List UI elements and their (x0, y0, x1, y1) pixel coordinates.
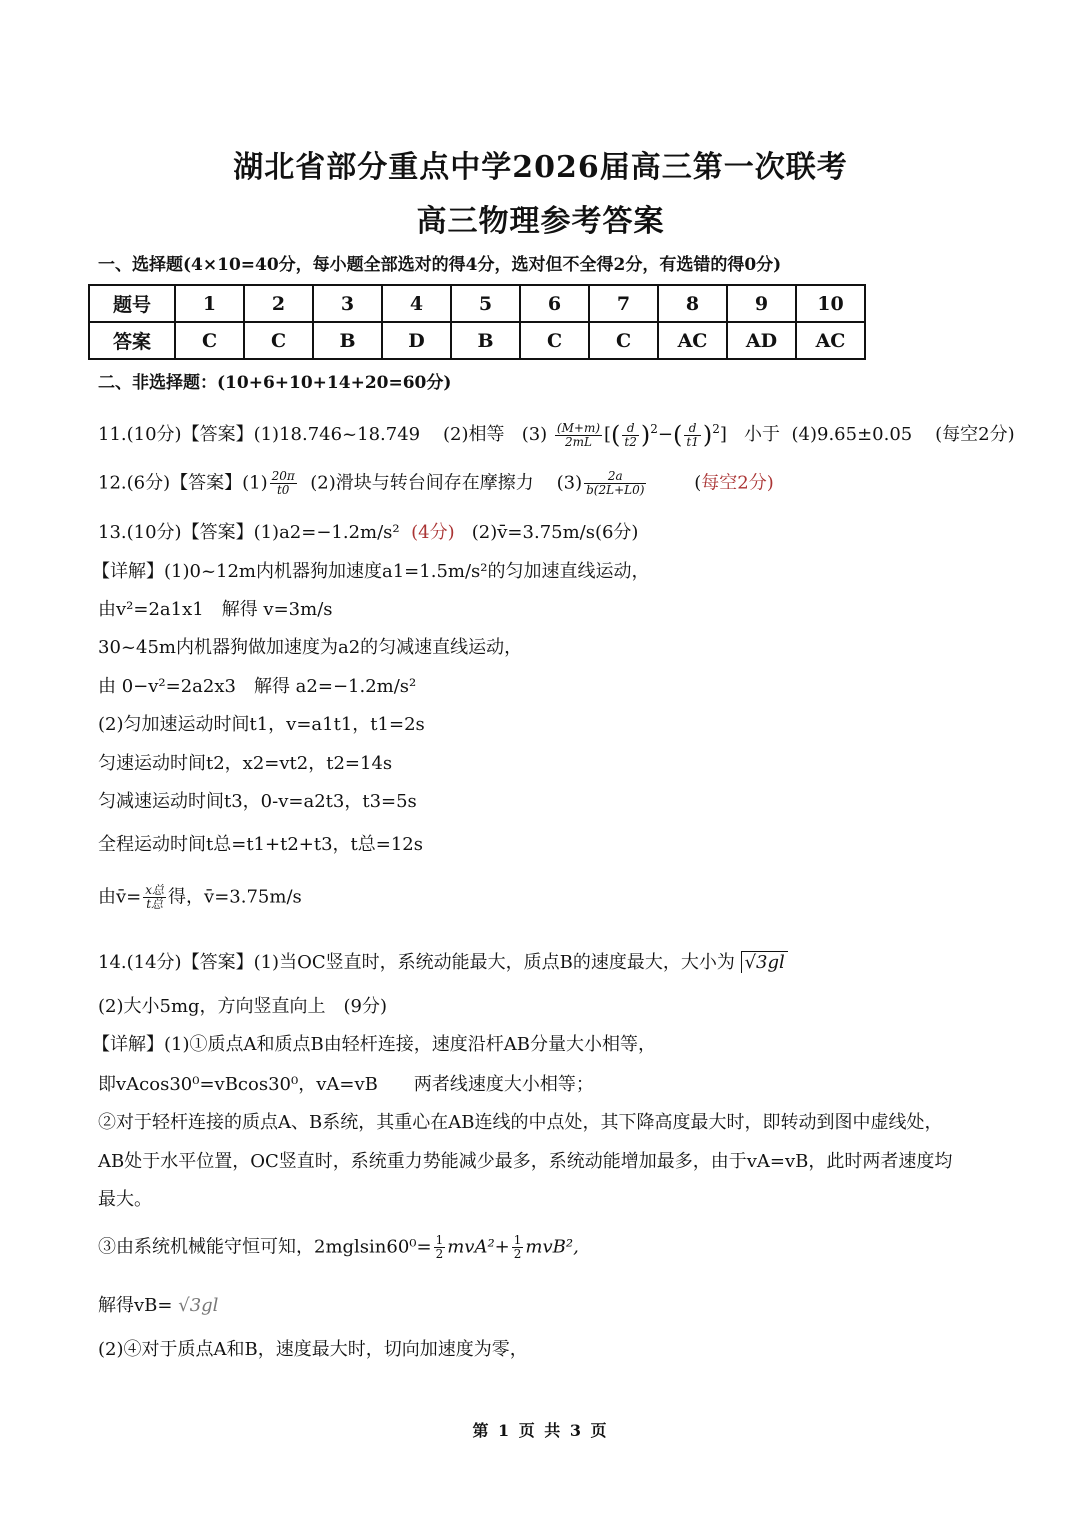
q14-detail-7-start: 解得vB= (98, 1295, 173, 1316)
table-row-numbers (89, 285, 865, 322)
q11-answer: 11.(10分)【答案】(1)18.746~18.749 (2)相等 (3) $\frac{(M+m)}{2mL}$ [( $\frac{d}{t2}$ )$^2$−( $\frac{d}{t1}$ )$^2$] 小于 (4)9.65±0.05 (每空2分) (98, 420, 1015, 449)
table-cell: 3 (313, 285, 382, 322)
table-cell: C (244, 322, 313, 359)
table-cell: D (382, 322, 451, 359)
q13-detail-2: 由v²=2a1x1 解得 v=3m/s (98, 599, 333, 620)
table-cell: 4 (382, 285, 451, 322)
q13-detail-9 (98, 884, 302, 911)
table-cell: C (589, 322, 658, 359)
q11-less-than: 小于 (744, 424, 781, 445)
table-cell: 9 (727, 285, 796, 322)
page-number: 第 1 页 共 3 页 (472, 1421, 609, 1440)
row-label-number: 题号 (89, 285, 175, 322)
q11-part1: (1)18.746~18.749 (253, 424, 421, 445)
q14-detail-8: (2)④对于质点A和B，速度最大时，切向加速度为零， (98, 1339, 528, 1360)
q11-part3-label: (3) (521, 424, 548, 445)
q14-detail-4: AB处于水平位置，OC竖直时，系统重力势能减少最多，系统动能增加最多，由于vA=vB，此时两者速度均 (98, 1151, 953, 1172)
q13-detail-5: (2)匀加速运动时间t1，v=a1t1，t1=2s (98, 714, 425, 735)
q13-answer (98, 520, 638, 546)
q12-score-note: 每空2分) (701, 472, 774, 494)
q13-detail-1: 【详解】(1)0~12m内机器狗加速度a1=1.5m/s²的匀加速直线运动， (92, 561, 650, 582)
q13-detail-9-start: 由v̄= (98, 886, 142, 908)
q14-detail-6-start: ③由系统机械能守恒可知，2mglsin60⁰= (98, 1236, 432, 1258)
q13-head: 13.(10分)【答案】 (98, 522, 254, 543)
q13-average-fraction: $\frac{\text{x总}}{\text{t总}}$ (145, 883, 165, 911)
q14-answer (98, 950, 788, 976)
table-cell: AC (796, 322, 865, 359)
q12-part1-label: (1) (242, 472, 268, 494)
q13-part1: (1)a2=−1.2m/s² (253, 522, 400, 543)
q13-detail-3: 30~45m内机器狗做加速度为a2的匀减速直线运动， (98, 637, 523, 658)
q14-detail-6 (98, 1234, 579, 1261)
q13-detail-7: 匀减速运动时间t3，0-v=a2t3，t3=5s (98, 791, 417, 812)
q12-head: 12.(6分)【答案】 (98, 472, 243, 494)
q14-head: 14.(14分)【答案】 (98, 952, 254, 973)
q12-answer (98, 470, 774, 497)
q12-note-open: ( (694, 472, 702, 494)
q12-part2: (2)滑块与转台间存在摩擦力 (310, 472, 534, 494)
row-label-answer: 答案 (89, 322, 175, 359)
q12-part3-label: (3) (556, 472, 583, 494)
section1-heading: 一、选择题(4×10=40分，每小题全部选对的得4分，选对但不全得2分，有选错的得0分) (98, 255, 782, 275)
q14-half-fraction-b: $\frac{1}{2}$ (513, 1233, 522, 1261)
q13-part1-score: (4分) (411, 522, 455, 543)
q11-head: 11.(10分)【答案】 (98, 424, 254, 445)
answer-table (88, 284, 866, 360)
q13-detail-9-end: 得，v̄=3.75m/s (168, 886, 302, 908)
q11-d-over-t1: $\frac{d}{t1}$ (686, 420, 699, 449)
q11-part4: (4)9.65±0.05 (791, 424, 913, 445)
table-cell: 1 (175, 285, 244, 322)
table-cell: 10 (796, 285, 865, 322)
q14-detail-2: 即vAcos30⁰=vBcos30⁰，vA=vB 两者线速度大小相等； (98, 1074, 594, 1095)
q11-d-over-t2: $\frac{d}{t2}$ (624, 420, 637, 449)
q14-detail-1: 【详解】(1)①质点A和质点B由轻杆连接，速度沿杆AB分量大小相等， (92, 1034, 656, 1055)
table-cell: 7 (589, 285, 658, 322)
table-cell: AD (727, 322, 796, 359)
q13-detail-8: 全程运动时间t总=t1+t2+t3，t总=12s (98, 834, 423, 855)
section2-heading: 二、非选择题：(10+6+10+14+20=60分) (98, 373, 452, 393)
q14-detail-7-root: √3gl (178, 1295, 219, 1316)
q14-part2: (2)大小5mg，方向竖直向上 (9分) (98, 996, 388, 1017)
q14-detail-6-end: mvB², (525, 1236, 579, 1258)
table-cell: 8 (658, 285, 727, 322)
table-cell: 5 (451, 285, 520, 322)
q11-formula-fraction: $\frac{(M+m)}{2mL}$ (556, 420, 601, 449)
q14-detail-6-mid: mvA²+ (447, 1236, 510, 1258)
q14-detail-7 (98, 1293, 218, 1319)
q13-detail-6: 匀速运动时间t2，x2=vt2，t2=14s (98, 753, 393, 774)
q12-part1-fraction: $\frac{20\pi}{t0}$ (271, 469, 295, 497)
table-cell: B (313, 322, 382, 359)
q11-part2: (2)相等 (443, 424, 505, 445)
q14-detail-5: 最大。 (98, 1189, 152, 1210)
q11-score-note: (每空2分) (935, 424, 1015, 445)
table-cell: 6 (520, 285, 589, 322)
q14-part1: (1)当OC竖直时，系统动能最大，质点B的速度最大，大小为 (253, 952, 735, 973)
q12-part3-fraction: $\frac{2a}{b(2L+L0)}$ (586, 469, 645, 497)
table-row-answers (89, 322, 865, 359)
q14-half-fraction-a: $\frac{1}{2}$ (435, 1233, 444, 1261)
q13-part2: (2)v̄=3.75m/s(6分) (471, 522, 639, 543)
page-subtitle: 高三物理参考答案 (416, 204, 665, 239)
q13-detail-4: 由 0−v²=2a2x3 解得 a2=−1.2m/s² (98, 676, 417, 697)
table-cell: 2 (244, 285, 313, 322)
table-cell: AC (658, 322, 727, 359)
table-cell: C (520, 322, 589, 359)
table-cell: C (175, 322, 244, 359)
page-title: 湖北省部分重点中学2026届高三第一次联考 (233, 150, 848, 185)
q14-part1-root: √3gl (741, 951, 788, 973)
q14-detail-3: ②对于轻杆连接的质点A、B系统，其重心在AB连线的中点处，其下降高度最大时，即转动到图中虚线处， (98, 1112, 943, 1133)
table-cell: B (451, 322, 520, 359)
